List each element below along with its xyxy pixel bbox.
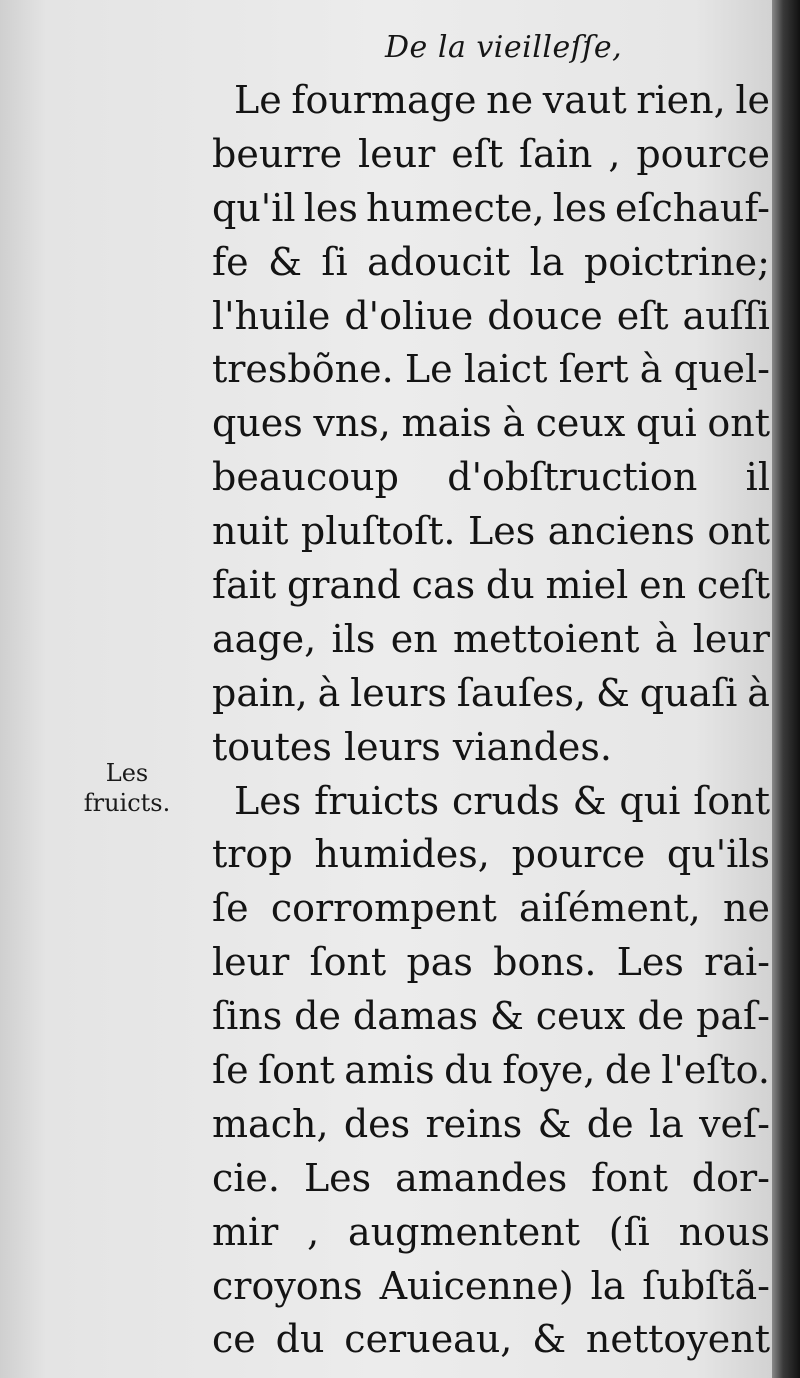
text-line: fe & ſi adoucit la poictrine;: [212, 239, 770, 284]
margin-note-line-2: fruicts.: [83, 789, 171, 817]
text-line: nuit pluſtoſt. Les anciens ont: [212, 509, 770, 554]
text-line: Les fruicts cruds & qui ſont: [234, 778, 770, 823]
text-line: aage, ils en mettoient à leur: [212, 616, 770, 661]
text-line: qu'il les humecte, les eſchauf-: [212, 185, 770, 230]
text-line: beurre leur eſt ſain , pource: [212, 131, 770, 176]
text-line: mach, des reins & de la veſ-: [212, 1101, 770, 1146]
text-line: pain, à leurs ſauſes, & quaſi à: [212, 670, 770, 715]
margin-note: [72, 758, 182, 818]
body-text: [212, 74, 770, 1367]
text-line: trop humides, pource qu'ils: [212, 832, 770, 877]
text-line: mir , augmentent (ſi nous: [212, 1209, 770, 1254]
text-line: fait grand cas du miel en ceſt: [212, 563, 770, 608]
text-line: Le fourmage ne vaut rien, le: [234, 78, 770, 122]
text-line: ſins de damas & ceux de paſ-: [212, 994, 770, 1039]
text-line: beaucoup d'obſtruction il: [212, 455, 770, 500]
text-line: croyons Auicenne) la ſubſtã-: [212, 1263, 770, 1308]
text-line: cie. Les amandes font dor-: [212, 1155, 770, 1200]
text-line: toutes leurs viandes.: [212, 724, 612, 769]
text-line: ſe ſont amis du foye, de l'eſto.: [212, 1048, 770, 1093]
text-line: l'huile d'oliue douce eſt auſſi: [212, 293, 770, 338]
running-header: De la vieilleſſe,: [385, 30, 623, 65]
margin-note-line-1: Les: [105, 759, 149, 787]
text-line: ques vns, mais à ceux qui ont: [212, 401, 770, 446]
text-line: ſe corrompent aiſément, ne: [212, 886, 770, 931]
text-line: ce du cerueau, & nettoyent: [212, 1317, 770, 1362]
text-line: leur ſont pas bons. Les rai-: [212, 940, 770, 985]
page-edge-shadow: [772, 0, 800, 1378]
text-line: tresbõne. Le laict ſert à quel-: [212, 347, 770, 392]
